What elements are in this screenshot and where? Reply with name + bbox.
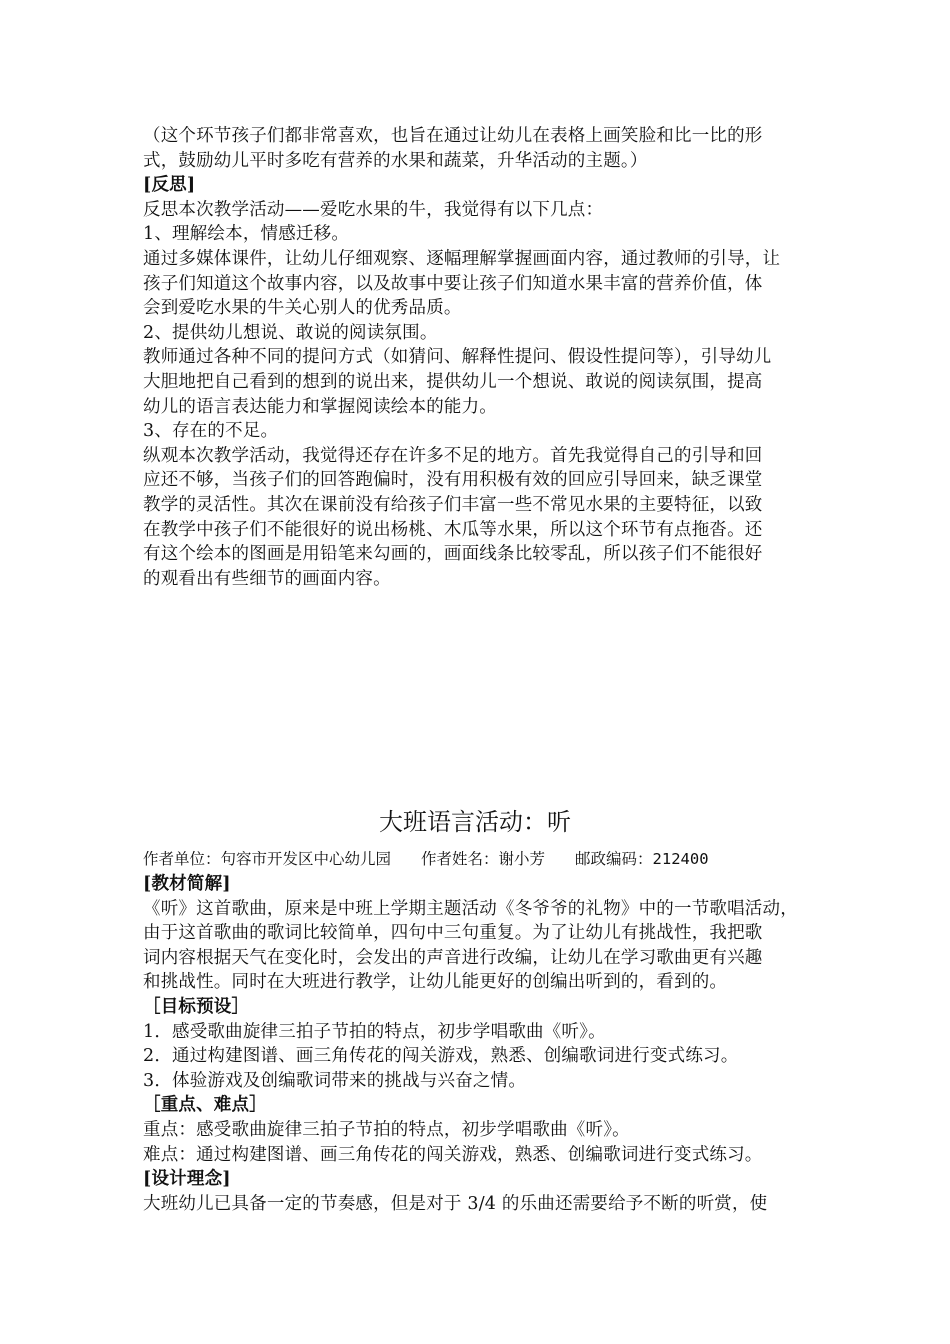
section-heading: [反思] [143,175,196,196]
section-heading: [设计理念] [143,1169,231,1190]
body-line: 孩子们知道这个故事内容，以及故事中要让孩子们知道水果丰富的营养价值，体 [143,273,763,294]
body-line: 1、理解绘本，情感迁移。 [143,224,350,245]
body-line: 应还不够，当孩子们的回答跑偏时，没有用积极有效的回应引导回来，缺乏课堂 [143,470,763,491]
body-line: 3、存在的不足。 [143,421,279,442]
author-info [143,847,823,871]
body-line: 通过多媒体课件，让幼儿仔细观察、逐幅理解掌握画面内容，通过教师的引导，让 [143,248,781,269]
body-line: 纵观本次教学活动，我觉得还存在许多不足的地方。首先我觉得自己的引导和回 [143,445,763,466]
body-line: 有这个绘本的图画是用铅笔来勾画的，画面线条比较零乱，所以孩子们不能很好 [143,544,763,565]
body-line: 式，鼓励幼儿平时多吃有营养的水果和蔬菜，升华活动的主题。） [143,150,648,171]
body-line: 1．感受歌曲旋律三拍子节拍的特点，初步学唱歌曲《听》。 [143,1021,606,1042]
body-line: 在教学中孩子们不能很好的说出杨桃、木瓜等水果，所以这个环节有点拖沓。还 [143,519,763,540]
body-line: 2、提供幼儿想说、敢说的阅读氛围。 [143,322,438,343]
body-line: 《听》这首歌曲，原来是中班上学期主题活动《冬爷爷的礼物》中的一节歌唱活动， [143,898,798,919]
section-heading: ［重点、难点］ [143,1095,267,1116]
section-heading: [教材简解] [143,874,231,894]
body-line: 教师通过各种不同的提问方式（如猜问、解释性提问、假设性提问等），引导幼儿 [143,347,772,368]
body-line: 反思本次教学活动——爱吃水果的牛，我觉得有以下几点： [143,199,604,220]
body-line: 3．体验游戏及创编歌词带来的挑战与兴奋之情。 [143,1070,527,1091]
lesson-section [143,872,813,1216]
body-line: 2．通过构建图谱、画三角传花的闯关游戏，熟悉、创编歌词进行变式练习。 [143,1046,739,1067]
body-line: 的观看出有些细节的画面内容。 [143,568,391,589]
body-line: 重点：感受歌曲旋律三拍子节拍的特点，初步学唱歌曲《听》。 [143,1119,630,1140]
postal-code: 邮政编码：212400 [575,850,709,868]
section-heading: ［目标预设］ [143,996,250,1017]
body-line: 大胆地把自己看到的想到的说出来，提供幼儿一个想说、敢说的阅读氛围，提高 [143,371,763,392]
reflection-section [143,124,813,591]
body-line: 难点：通过构建图谱、画三角传花的闯关游戏，熟悉、创编歌词进行变式练习。 [143,1144,763,1165]
body-line: 教学的灵活性。其次在课前没有给孩子们丰富一些不常见水果的主要特征，以致 [143,494,763,515]
body-line: （这个环节孩子们都非常喜欢，也旨在通过让幼儿在表格上画笑脸和比一比的形 [143,126,763,146]
lesson-title: 大班语言活动：听 [379,808,571,836]
body-line: 词内容根据天气在变化时，会发出的声音进行改编，让幼儿在学习歌曲更有兴趣 [143,947,763,968]
body-line: 会到爱吃水果的牛关心别人的优秀品质。 [143,298,462,319]
author-unit: 作者单位：句容市开发区中心幼儿园 [143,850,392,868]
body-line: 幼儿的语言表达能力和掌握阅读绘本的能力。 [143,396,497,417]
author-name: 作者姓名：谢小芳 [421,850,546,868]
body-line: 大班幼儿已具备一定的节奏感，但是对于 3/4 的乐曲还需要给予不断的听赏，使 [143,1193,768,1214]
body-line: 和挑战性。同时在大班进行教学，让幼儿能更好的创编出听到的，看到的。 [143,972,728,993]
body-line: 由于这首歌曲的歌词比较简单，四句中三句重复。为了让幼儿有挑战性，我把歌 [143,923,763,944]
